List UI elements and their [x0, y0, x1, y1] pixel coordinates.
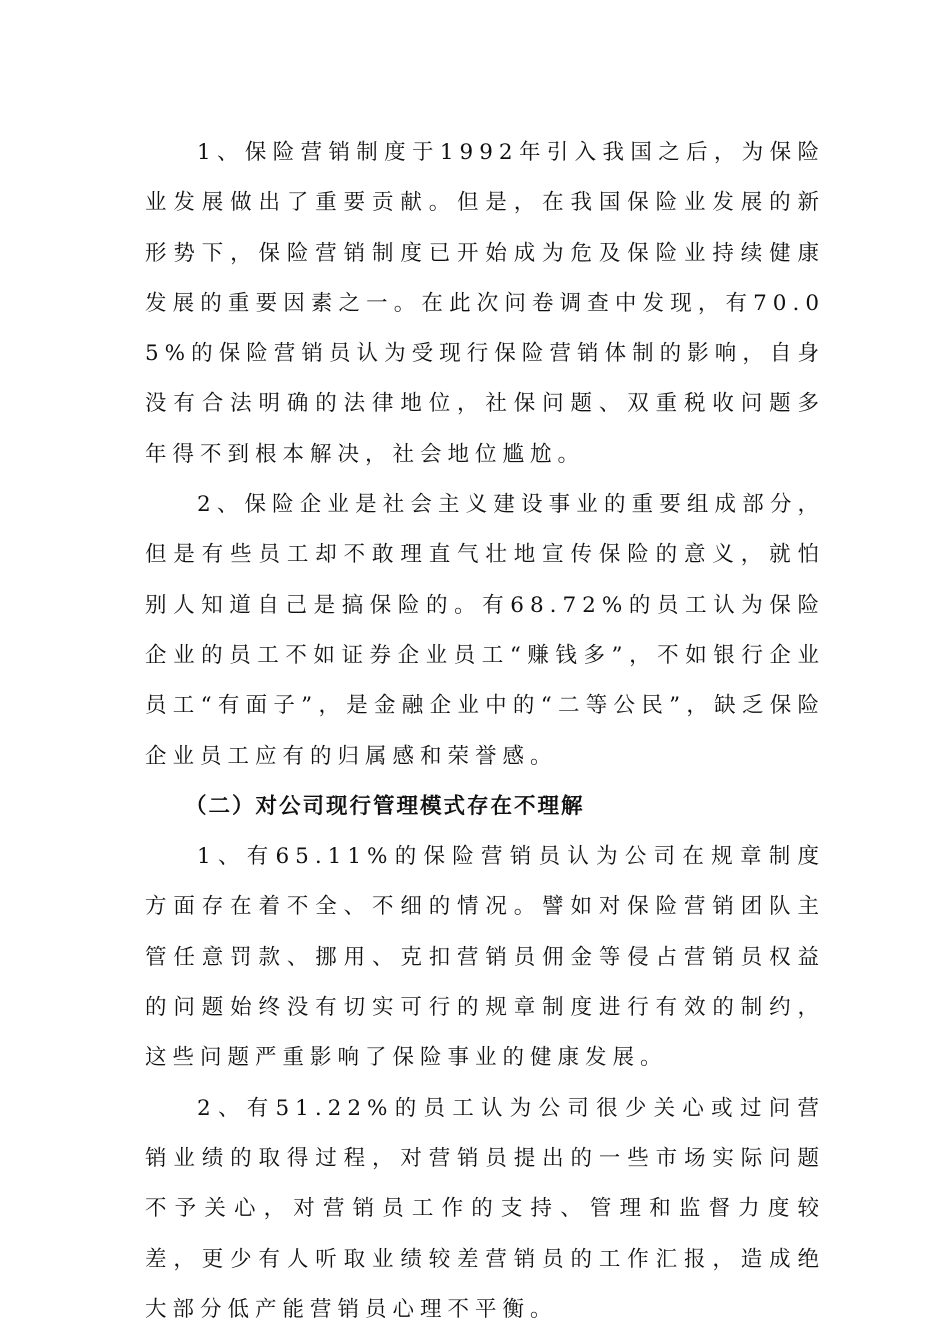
section-paragraph-2: 2、有51.22%的员工认为公司很少关心或过问营销业绩的取得过程，对营销员提出的一些市场实际问题不予关心，对营销员工作的支持、管理和监督力度较差，更少有人听取业绩较差营销员的工作汇报，造成绝大部分低产能营销员心理不平衡。 — [145, 1095, 825, 1322]
document-body — [145, 128, 825, 1335]
paragraph-1: 1、保险营销制度于1992年引入我国之后，为保险业发展做出了重要贡献。但是，在我国保险业发展的新形势下，保险营销制度已开始成为危及保险业持续健康发展的重要因素之一。在此次问卷调查中发现，有70.05%的保险营销员认为受现行保险营销体制的影响，自身没有合法明确的法律地位，社保问题、双重税收问题多年得不到根本解决，社会地位尴尬。 — [145, 140, 825, 467]
paragraph-2: 2、保险企业是社会主义建设事业的重要组成部分，但是有些员工却不敢理直气壮地宣传保险的意义，就怕别人知道自己是搞保险的。有68.72%的员工认为保险企业的员工不如证券企业员工“赚钱多”，不如银行企业员工“有面子”，是金融企业中的“二等公民”，缺乏保险企业员工应有的归属感和荣誉感。 — [145, 492, 825, 769]
section-heading: （二）对公司现行管理模式存在不理解 — [185, 793, 585, 819]
section-paragraph-1: 1、有65.11%的保险营销员认为公司在规章制度方面存在着不全、不细的情况。譬如对保险营销团队主管任意罚款、挪用、克扣营销员佣金等侵占营销员权益的问题始终没有切实可行的规章制度进行有效的制约，这些问题严重影响了保险事业的健康发展。 — [145, 844, 825, 1071]
